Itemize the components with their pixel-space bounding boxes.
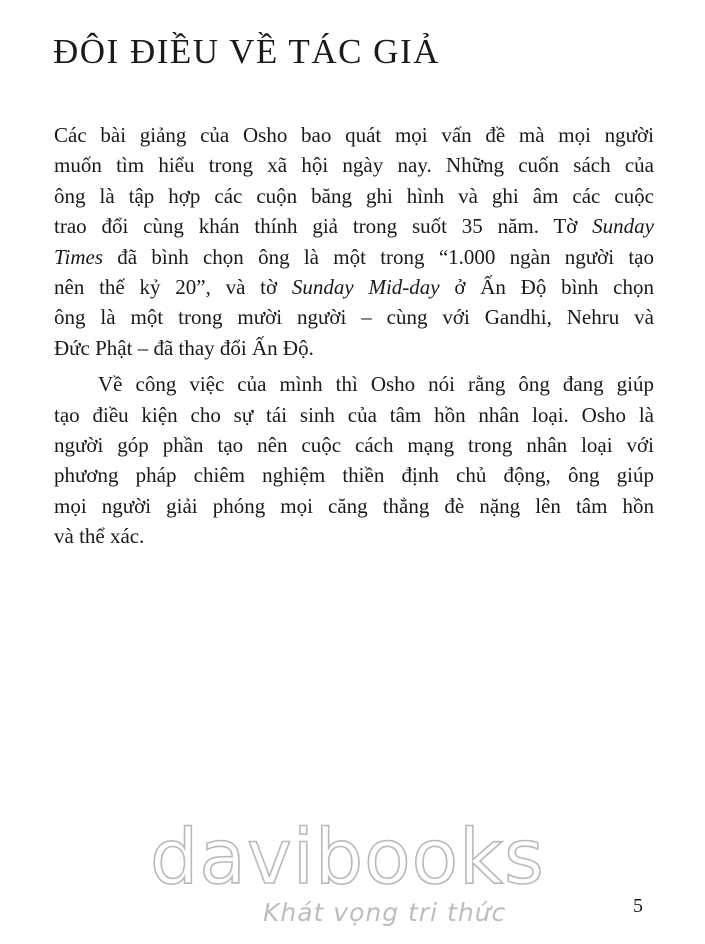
text-line	[54, 333, 654, 363]
page-number: 5	[633, 895, 643, 917]
text-line	[54, 272, 654, 302]
body-text	[54, 120, 654, 552]
text-run: phương pháp chiêm nghiệm thiền định chủ động, ông giúp	[54, 463, 654, 488]
text-line	[54, 430, 654, 460]
text-run: ông là tập hợp các cuộn băng ghi hình và ghi âm các cuộc	[54, 183, 654, 208]
text-run: nên thế kỷ 20”, và tờ	[54, 275, 292, 300]
text-line	[54, 491, 654, 521]
italic-text-run: Sunday	[592, 214, 654, 239]
text-run: trao đổi cùng khán thính giả trong suốt 35 năm. Tờ	[54, 214, 593, 239]
text-line	[54, 211, 654, 241]
watermark-slogan: Khát vọng tri thức	[263, 898, 507, 927]
text-run: Đức Phật – đã thay đổi Ấn Độ.	[54, 335, 314, 360]
text-run: Các bài giảng của Osho bao quát mọi vấn đề mà mọi người	[54, 123, 654, 147]
text-line	[54, 150, 654, 180]
text-run: ở Ấn Độ bình chọn	[439, 275, 655, 300]
paragraph-2	[54, 369, 654, 551]
text-line	[54, 242, 654, 272]
text-run: tạo điều kiện cho sự tái sinh của tâm hồn nhân loại. Osho là	[54, 402, 654, 427]
text-line	[54, 120, 654, 150]
text-run: Về công việc của mình thì Osho nói rằng ông đang giúp	[98, 372, 654, 397]
text-run: đã bình chọn ông là một trong “1.000 ngàn người tạo	[103, 244, 654, 269]
watermark-brand: davibooks	[150, 812, 545, 901]
text-line	[54, 400, 654, 430]
text-run: và thể xác.	[54, 524, 145, 549]
text-line	[54, 460, 654, 490]
text-run: mọi người giải phóng mọi căng thẳng đè nặng lên tâm hồn	[54, 493, 654, 518]
text-run: muốn tìm hiểu trong xã hội ngày nay. Những cuốn sách của	[54, 153, 654, 178]
paragraph-1	[54, 120, 654, 363]
italic-text-run: Sunday Mid-day	[291, 275, 440, 300]
text-line	[54, 521, 654, 551]
text-run: người góp phần tạo nên cuộc cách mạng trong nhân loại với	[54, 433, 654, 458]
italic-text-run: Times	[54, 244, 104, 269]
text-run: ông là một trong mười người – cùng với Gandhi, Nehru và	[54, 305, 654, 330]
text-line	[54, 369, 654, 399]
text-line	[54, 181, 654, 211]
page-title: ĐÔI ĐIỀU VỀ TÁC GIẢ	[53, 32, 440, 71]
text-line	[54, 302, 654, 332]
watermark	[150, 812, 570, 942]
